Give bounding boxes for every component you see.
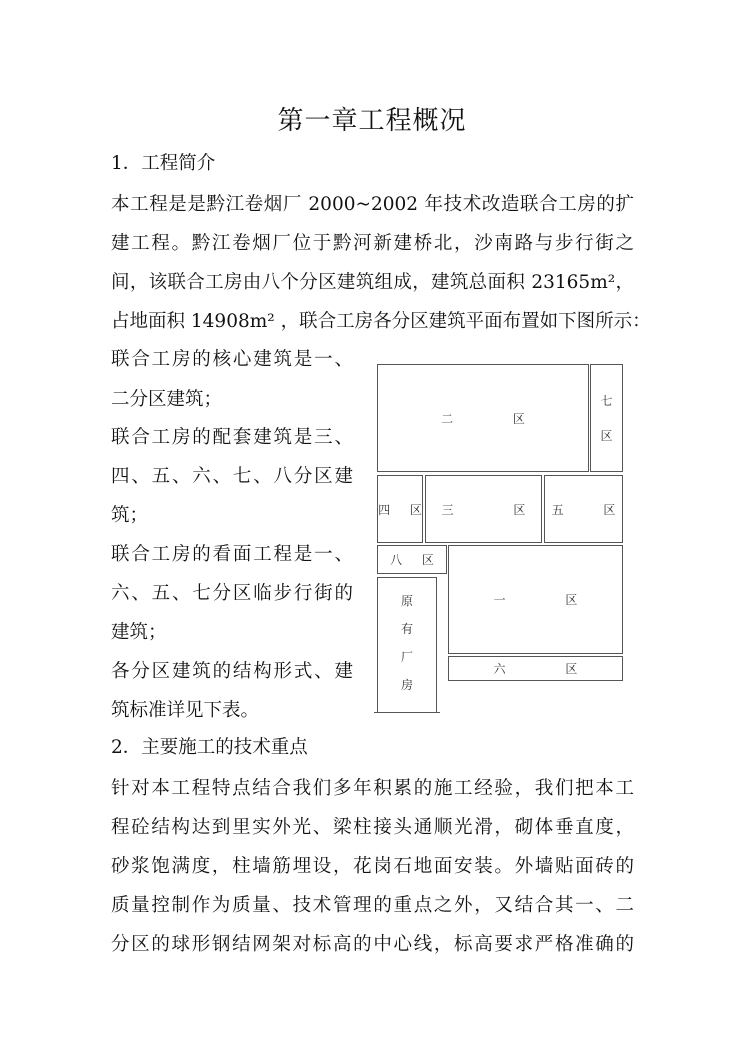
section-heading: 1．工程简介 [111,153,216,174]
zone-label: 一 区 [493,593,606,607]
paragraph-line: 程砼结构达到里实外光、梁柱接头通顺光滑，砌体垂直度， [111,817,634,838]
zone-7 [590,364,623,472]
paragraph-line: 分区的球形钢结网架对标高的中心线，标高要求严格准确的 [111,934,634,955]
paragraph-line: 联合工房的配套建筑是三、 [111,427,353,448]
zone-2 [377,364,589,472]
section-heading: 2．主要施工的技术重点 [111,737,308,758]
paragraph-line: 质量控制作为质量、技术管理的重点之外，又结合其一、二 [111,895,634,916]
zone-1 [448,545,623,654]
paragraph-line: 筑标准详见下表。 [111,700,260,721]
zone-6 [448,656,623,681]
paragraph-line: 筑； [111,505,149,526]
zone-label: 房 [400,678,413,693]
zone-label: 八 区 [390,553,442,567]
paragraph-line: 二分区建筑； [111,389,223,410]
paragraph-line: 联合工房的看面工程是一、 [111,544,353,565]
paragraph-line: 占地面积 14908m² ，联合工房各分区建筑平面布置如下图所示： [111,311,651,332]
baseline [374,712,440,713]
zone-5 [544,475,634,543]
zone-label: 三 区 [441,502,554,517]
zone-label: 有 [400,621,413,636]
zone-label: 五 区 [551,502,634,517]
zone-8 [377,545,447,574]
zone-4 [377,475,430,543]
zone-3 [425,475,554,543]
zone-label: 厂 [400,650,413,665]
paragraph-line: 砂浆饱满度，柱墙筋埋设，花岗石地面安装。外墙贴面砖的 [111,856,634,877]
zone-label: 七 [600,394,613,408]
zone-label: 二 区 [441,411,553,426]
paragraph-line: 间，该联合工房由八个分区建筑组成，建筑总面积 23165m²， [111,272,634,293]
paragraph-line: 各分区建筑的结构形式、建 [111,661,353,682]
zone-label: 六 区 [493,662,606,676]
paragraph-line: 建工程。黔江卷烟厂位于黔河新建桥北，沙南路与步行街之 [111,233,634,254]
existing-plant [377,577,437,713]
paragraph-line: 四、五、六、七、八分区建 [111,466,353,487]
paragraph-line: 本工程是是黔江卷烟厂 2000~2002 年技术改造联合工房的扩 [111,194,634,215]
paragraph-line: 六、五、七分区临步行街的 [111,583,353,604]
paragraph-line: 联合工房的核心建筑是一、 [111,349,353,370]
zone-label: 区 [600,429,613,443]
paragraph-line: 针对本工程特点结合我们多年积累的施工经验，我们把本工 [111,778,634,799]
paragraph-line: 建筑； [111,622,167,643]
zone-label: 四 区 [378,502,430,517]
zone-label: 原 [400,593,413,608]
chapter-title: 第一章工程概况 [277,106,467,136]
